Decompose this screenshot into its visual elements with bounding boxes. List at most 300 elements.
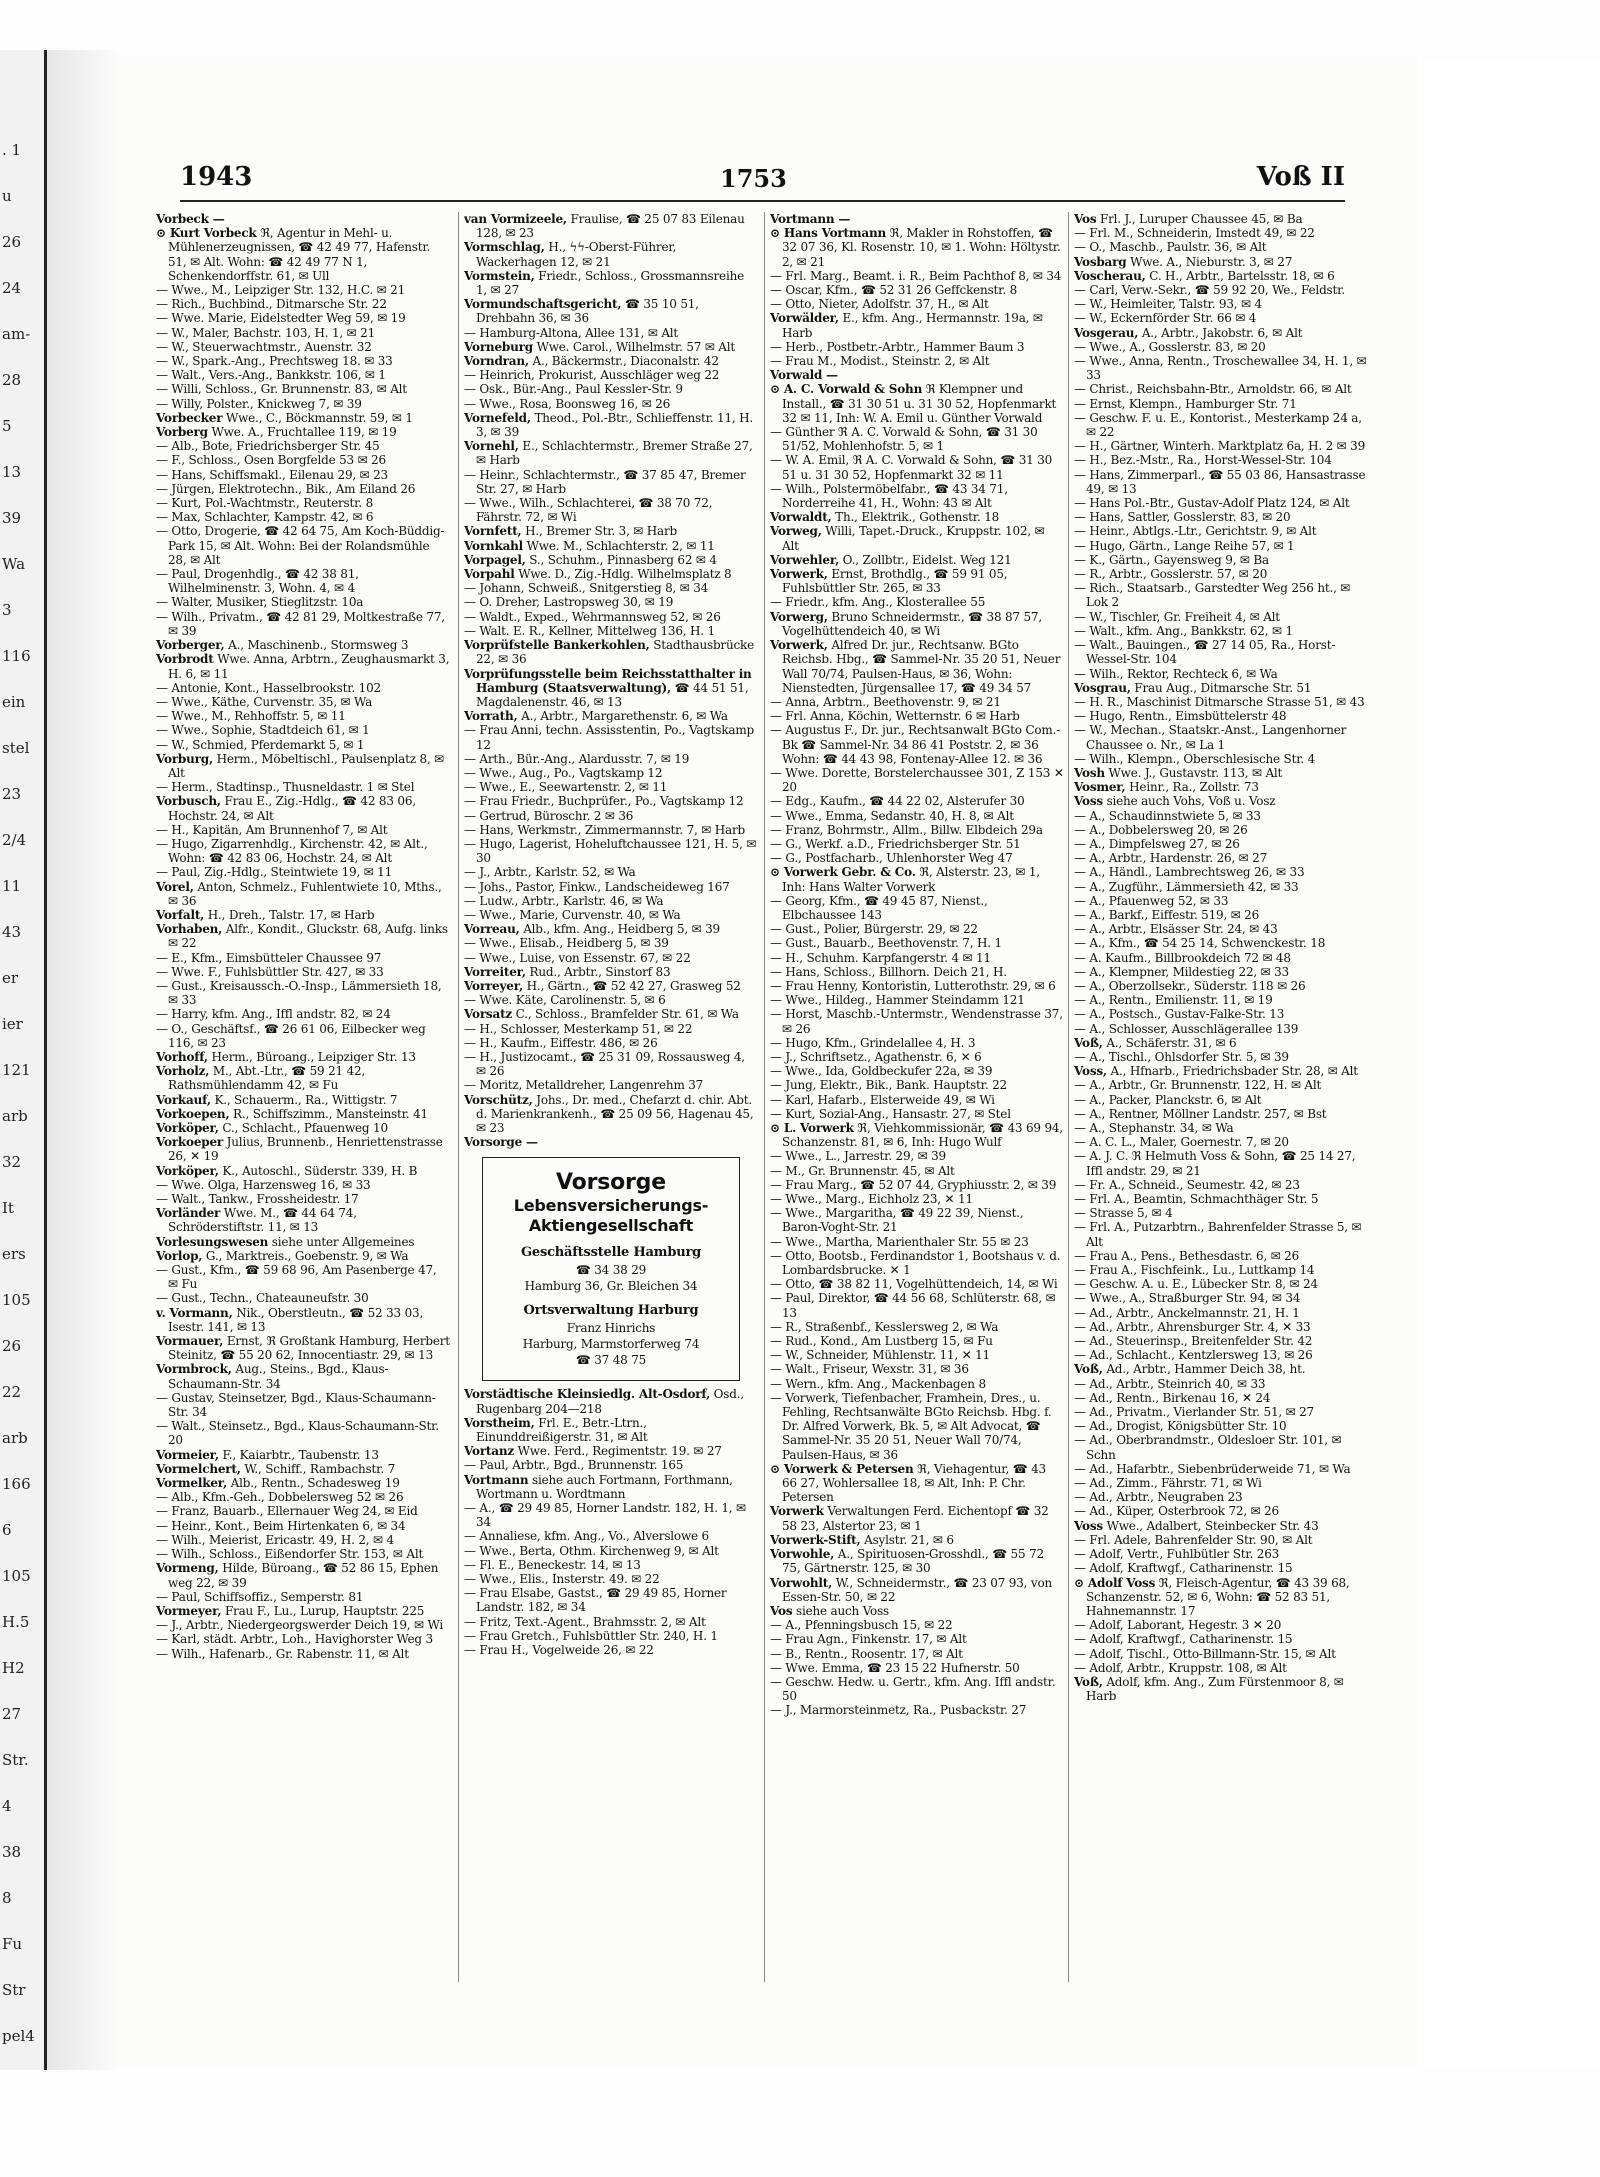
directory-entry [1074,1561,1368,1575]
entry-details: Th., Elektrik., Gothenstr. 18 [835,510,1000,525]
directory-entry [770,1504,1064,1532]
directory-entry [156,368,450,382]
entry-details: — W., Mechan., Staatskr.-Anst., Langenhorner Chaussee o. Nr., ✉ La 1 [1074,723,1347,752]
entry-details: Frau Aug., Ditmarsche Str. 51 [1134,680,1312,695]
entry-details: Wwe. Carol., Wilhelmstr. 57 ✉ Alt [536,339,736,354]
entry-name: Vorköper, [156,1121,219,1135]
entry-name: Vormauer, [156,1334,224,1349]
entry-details: — Hugo, Zigarrenhdlg., Kirchenstr. 42, ✉ Alt., Wohn: ☎ 42 83 06, Hochstr. 24, ✉ Alt [156,836,428,866]
previous-page-fragment: 8 [2,1889,12,1907]
entry-details: — Walt., kfm. Ang., Bankkstr. 62, ✉ 1 [1074,623,1293,638]
entry-name: Vormundschaftsgericht, [464,297,622,312]
entry-details: A., Spirituosen-Grosshdl., ☎ 55 72 75, Gärtnerstr. 125, ✉ 30 [782,1547,1044,1576]
directory-entry [464,581,758,595]
entry-details: — Rich., Buchbind., Ditmarsche Str. 22 [156,297,387,312]
entry-details: — Frau M., Modist., Steinstr. 2, ✉ Alt [770,354,990,369]
directory-entry [1074,1291,1368,1305]
entry-details: — Paul, Direktor, ☎ 44 56 68, Schlüterstr. 68, ✉ 13 [770,1291,1056,1320]
directory-entry [156,1590,450,1604]
entry-details: siehe auch Vohs, Voß u. Vosz [1106,794,1276,809]
entry-name: Vorholz, [156,1064,210,1079]
entry-details: Johs., Dr. med., Chefarzt d. chir. Abt. d. Marienkrankenh., ☎ 25 09 56, Hagenau 45, ✉ 23 [476,1092,754,1135]
entry-details: — Frau Anni, techn. Assisstentin, Po., Vagtskamp 12 [464,723,755,752]
entry-details: — Walt., Bauingen., ☎ 27 14 05, Ra., Horst-Wessel-Str. 104 [1074,638,1336,667]
directory-entry [1074,226,1368,240]
directory-entry [1074,468,1368,496]
directory-entry [1074,865,1368,879]
entry-details: — Carl, Verw.-Sekr., ☎ 59 92 20, We., Feldstr. [1074,283,1345,298]
entry-details: — Frl. M., Schneiderin, Imstedt 49, ✉ 22 [1074,226,1315,241]
entry-name: Voss, [1074,1064,1107,1079]
entry-name: Vornehl, [464,439,519,454]
directory-entry [1074,1320,1368,1334]
entry-details: — Hugo, Lagerist, Hoheluftchaussee 121, H. 5, ✉ 30 [464,836,757,866]
entry-name: Vorndran, [464,354,529,369]
directory-entry [1074,397,1368,411]
entry-details: — Wwe., Rosa, Boonsweg 16, ✉ 26 [464,396,671,411]
directory-entry [156,326,450,340]
page-header [180,160,1345,202]
directory-entry [770,1703,1064,1717]
entry-details: — A., Klempner, Mildestieg 22, ✉ 33 [1074,964,1289,979]
entry-details: — K., Gärtn., Gayensweg 9, ✉ Ba [1074,552,1269,567]
entry-details: Ad., Arbtr., Hammer Deich 38, ht. [1106,1362,1306,1377]
entry-details: Julius, Brunnenb., Henriettenstrasse 26, ✕ 19 [168,1135,443,1164]
directory-entry [1074,837,1368,851]
previous-page-fragment: H.5 [2,1613,30,1631]
directory-entry [770,1206,1064,1234]
entry-details: — A., Rentner, Möllner Landstr. 257, ✉ Bst [1074,1106,1327,1121]
page-year: 1943 [180,162,253,192]
entry-details: — Wwe., Ida, Goldbeckufer 22a, ✉ 39 [770,1064,993,1079]
directory-entry [464,468,758,496]
directory-entry [464,368,758,382]
directory-entry [770,1149,1064,1163]
previous-page-fragment: . 1 [2,141,22,159]
directory-entry [1074,1476,1368,1490]
entry-details: — Wern., kfm. Ang., Mackenbagen 8 [770,1376,986,1391]
directory-entry [770,1348,1064,1362]
ad-branch-phone: ☎ 37 48 75 [575,1353,647,1368]
directory-entry [156,482,450,496]
entry-details: — Wwe., A., Gosslerstr. 83, ✉ 20 [1074,339,1266,354]
entry-details: — Wilh., Hafenarb., Gr. Rabenstr. 11, ✉ Alt [156,1646,409,1661]
entry-details: — Wwe., Berta, Othm. Kirchenweg 9, ✉ Alt [464,1543,719,1558]
entry-details: — Hugo, Rentn., Eimsbüttelerstr 48 [1074,709,1287,724]
entry-details: — Adolf, Tischl., Otto-Billmann-Str. 15, ✉ Alt [1074,1646,1336,1661]
entry-details: — Rud., Kond., Am Lustberg 15, ✉ Fu [770,1334,993,1349]
entry-name: Vorwerk [770,1504,824,1519]
entry-name: Vorbeck — [156,212,225,226]
entry-details: — A. J. C. ℜ Helmuth Voss & Sohn, ☎ 25 14 27, Iffl andstr. 29, ✉ 21 [1074,1149,1356,1178]
entry-details: Frau F., Lu., Lurup, Hauptstr. 225 [224,1603,425,1618]
directory-entry [770,766,1064,794]
entry-details: Stadthausbrücke 22, ✉ 36 [476,638,754,667]
directory-entry [1074,212,1368,226]
previous-page-fragment: Str. [2,1751,29,1769]
entry-details: — H., Gärtner, Winterh. Marktplatz 6a, H. 2 ✉ 39 [1074,439,1366,454]
entry-details: A., Bäckermstr., Diaconalstr. 42 [532,354,719,369]
directory-entry [156,1362,450,1390]
entry-details: Friedr., Schloss., Grossmannsreihe 1, ✉ 27 [476,268,745,298]
entry-details: — Gust., Techn., Chateauneufstr. 30 [156,1291,369,1306]
directory-entry [770,311,1064,339]
entry-details: ℜ, Alsterstr. 23, ✉ 1, Inh: Hans Walter Vorwerk [782,865,1040,894]
directory-entry [156,695,450,709]
entry-name: v. Vormann, [156,1305,233,1320]
entry-details: — Wilh., Rektor, Rechteck 6, ✉ Wa [1074,666,1278,681]
directory-entry [770,1604,1064,1618]
directory-entry [464,1036,758,1050]
directory-entry [156,439,450,453]
directory-entry [770,354,1064,368]
entry-details: Adolf, kfm. Ang., Zum Fürstenmoor 8, ✉ Harb [1086,1674,1344,1704]
entry-name: Vorkoepen, [156,1106,230,1121]
directory-entry [156,1235,450,1249]
entry-name: Vos [770,1603,793,1618]
entry-details: — J., Arbtr., Karlstr. 52, ✉ Wa [464,865,636,880]
page-margin-right [1418,58,1600,2068]
directory-entry [770,610,1064,638]
entry-name: Vorsorge — [464,1135,538,1150]
directory-entry [464,411,758,439]
entry-details: — W., Heimleiter, Talstr. 93, ✉ 4 [1074,297,1262,312]
directory-entry [464,667,758,710]
entry-details: — H., Kaufm., Eiffestr. 486, ✉ 26 [464,1035,658,1050]
entry-details: — A. Kaufm., Billbrookdeich 72 ✉ 48 [1074,950,1291,965]
directory-entry [1074,809,1368,823]
entry-name: Vos [1074,212,1097,226]
directory-entry [464,951,758,965]
entry-details: Alfred Dr. jur., Rechtsanw. BGto Reichsb. Hbg., ☎ Sammel-Nr. 35 20 51, Neuer Wall 70/74, Paulsen-Haus, ✉ 36, Wohn: Nienstedten, Jürgensallee 17, ☎ 49 34 57 [782,638,1061,695]
entry-details: — Willy, Polster., Knickweg 7, ✉ 39 [156,396,362,411]
entry-details: — Heinr., Kont., Beim Hirtenkaten 6, ✉ 34 [156,1518,406,1533]
entry-details: H., Dreh., Talstr. 17, ✉ Harb [207,907,375,922]
entry-details: — O., Maschb., Paulstr. 36, ✉ Alt [1074,240,1267,255]
entry-details: — Hugo, Kfm., Grindelallee 4, H. 3 [770,1035,976,1050]
directory-entry [464,1050,758,1078]
entry-name: Vosgrau, [1074,680,1131,695]
directory-entry [464,823,758,837]
entry-details: — A., Schlosser, Ausschlägerallee 139 [1074,1021,1299,1036]
directory-entry [770,1078,1064,1092]
entry-name: Vorlesungswesen [156,1234,269,1249]
entry-details: — Hans, Zimmerparl., ☎ 55 03 86, Hansastrasse 49, ✉ 13 [1074,467,1366,496]
entry-details: E., kfm. Ang., Hermannstr. 19a, ✉ Harb [782,311,1043,340]
entry-details: — Gust., Kreisaussch.-O.-Insp., Lämmersieth 18, ✉ 33 [156,978,442,1008]
entry-details: Wwe., C., Böckmannstr. 59, ✉ 1 [225,410,413,425]
directory-entry [464,638,758,666]
directory-entry [156,1604,450,1618]
entry-name: Voss [1074,1518,1103,1533]
directory-entry [156,1504,450,1518]
directory-entry [464,894,758,908]
entry-details: — Alb., Kfm.-Geh., Dobbelersweg 52 ✉ 26 [156,1490,404,1505]
entry-name: Vormschlag, [464,240,545,255]
entry-details: — Wwe., Martha, Marienthaler Str. 55 ✉ 23 [770,1234,1029,1249]
entry-name: Vorköper, [156,1163,219,1178]
directory-entry [1074,667,1368,681]
directory-entry [156,1533,450,1547]
directory-entry [770,226,1064,269]
entry-details: — Heinrich, Prokurist, Ausschläger weg 22 [464,368,720,383]
entry-details: — Walt., Tankw., Frossheidestr. 17 [156,1192,359,1207]
entry-details: ℜ, Fleisch-Agentur, ☎ 43 39 68, Schanzenstr. 52, ✉ 6, Wohn: ☎ 52 83 51, Hahnemannstr. 17 [1086,1575,1350,1618]
directory-entry [770,1007,1064,1035]
directory-entry [464,539,758,553]
directory-entry [464,723,758,751]
entry-name: Vortanz [464,1444,514,1459]
entry-name: Vorpagel, [464,552,526,567]
entry-details: — Frl. A., Beamtin, Schmachthäger Str. 5 [1074,1192,1319,1207]
entry-name: Vosbarg [1074,254,1127,269]
directory-entry [770,1050,1064,1064]
vorsorge-advertisement [482,1157,740,1381]
previous-page-fragment: 38 [2,1843,22,1861]
previous-page-fragment: 13 [2,463,22,481]
directory-entry [464,865,758,879]
directory-entry [464,709,758,723]
entry-details: — Adolf, Vertr., Fuhlbütler Str. 263 [1074,1547,1280,1562]
directory-entry [1074,1263,1368,1277]
entry-details: Wwe. M., ☎ 44 64 74, Schröderstiftstr. 11, ✉ 13 [168,1206,357,1235]
previous-page-fragment: 26 [2,1337,22,1355]
entry-details: — Wwe., Käthe, Curvenstr. 35, ✉ Wa [156,694,373,709]
directory-entry [1074,269,1368,283]
entry-details: ℜ, Agentur in Mehl- u. Mühlenerzeugnissen, ☎ 42 49 77, Hafenstr. 51, ✉ Alt. Wohn: ☎ 42 49 77 N 1, Schenkendorffstr. 61, ✉ Ull [168,226,431,283]
previous-page-fragment: 105 [2,1291,31,1309]
entry-details: — Wwe., M., Leipziger Str. 132, H.C. ✉ 21 [156,283,406,298]
directory-entry [464,809,758,823]
entry-details: Wwe. M., Schlachterstr. 2, ✉ 11 [526,538,715,553]
directory-entry [156,1164,450,1178]
entry-name: Vormeyer, [156,1603,222,1618]
directory-entry [156,1476,450,1490]
directory-entry [156,794,450,822]
entry-details: — Ad., Steuerinsp., Breitenfelder Str. 42 [1074,1334,1313,1349]
entry-details: — H., Bez.-Mstr., Ra., Horst-Wessel-Str. 104 [1074,453,1332,468]
entry-details: — Geschw. A. u. E., Lübecker Str. 8, ✉ 24 [1074,1277,1318,1292]
directory-entry [156,1448,450,1462]
directory-entry [770,297,1064,311]
entry-details: — Wwe., Elis., Insterstr. 49. ✉ 22 [464,1572,660,1587]
directory-entry [770,695,1064,709]
directory-entry [770,1675,1064,1703]
entry-details: — Gustav, Steinsetzer, Bgd., Klaus-Schaumann-Str. 34 [156,1390,436,1420]
directory-entry [770,1064,1064,1078]
directory-entry [1074,453,1368,467]
entry-details: — A., Dimpfelsweg 27, ✉ 26 [1074,836,1240,851]
entry-details: C., Schloss., Bramfelder Str. 61, ✉ Wa [515,1007,739,1022]
directory-entry [156,468,450,482]
directory-entry [1074,823,1368,837]
directory-entry [770,794,1064,808]
directory-entry [156,638,450,652]
entry-details: — Frl. Adele, Bahrenfelder Str. 90, ✉ Alt [1074,1532,1313,1547]
directory-entry [156,1121,450,1135]
entry-name: Vormeng, [156,1561,219,1576]
directory-entry [770,1178,1064,1192]
entry-name: Vorländer [156,1206,221,1221]
entry-details: — Adolf, Arbtr., Kruppstr. 108, ✉ Alt [1074,1660,1287,1675]
entry-details: E., Schlachtermstr., Bremer Straße 27, ✉ Harb [476,439,753,468]
directory-entry [464,1387,758,1415]
entry-details: — H., Kapitän, Am Brunnenhof 7, ✉ Alt [156,822,388,837]
entry-details: — A., Händl., Lambrechtsweg 26, ✉ 33 [1074,865,1305,880]
directory-entry [156,1291,450,1305]
entry-name: Vorprüfstelle Bankerkohlen, [464,638,650,653]
entry-details: ℜ Klempner und Install., ☎ 31 30 51 u. 31 30 52, Hopfenmarkt 32 ✉ 11, Inh: W. A. Emil u. Günther Vorwald [782,382,1057,425]
directory-entry [156,397,450,411]
entry-details: Alb., kfm. Ang., Heidberg 5, ✉ 39 [523,922,720,937]
entry-name: ⊙ Hans Vortmann [770,226,887,241]
entry-details: — Hans Pol.-Btr., Gustav-Adolf Platz 124, ✉ Alt [1074,496,1350,511]
directory-entry [156,524,450,567]
entry-details: Hilde, Büroang., ☎ 52 86 15, Ephen weg 22, ✉ 39 [168,1561,439,1590]
directory-entry [156,453,450,467]
previous-page-fragment: 5 [2,417,12,435]
entry-details: — Wwe., Margaritha, ☎ 49 22 39, Nienst., Baron-Voght-Str. 21 [770,1206,1024,1235]
previous-page-fragment: Wa [2,555,26,573]
directory-entry [464,1135,758,1149]
column-divider [1068,212,1069,1982]
directory-entry [770,1576,1064,1604]
directory-entry [770,340,1064,354]
entry-details: — Johs., Pastor, Finkw., Landscheideweg 167 [464,879,730,894]
directory-entry [770,1547,1064,1575]
previous-page-fragment: 39 [2,509,22,527]
entry-details: ℜ, Viehkommissionär, ☎ 43 69 94, Schanzenstr. 81, ✉ 6, Inh: Hugo Wulf [782,1121,1063,1150]
directory-entry [770,510,1064,524]
directory-entry [1074,880,1368,894]
directory-entry [1074,681,1368,695]
directory-entry [1074,766,1368,780]
directory-entry [770,1291,1064,1319]
entry-details: — W., Spark.-Ang., Prechtsweg 18. ✉ 33 [156,354,393,369]
directory-entry [770,1036,1064,1050]
directory-entry [770,809,1064,823]
entry-name: Vorwehler, [770,552,840,567]
entry-details: — Kurt, Sozial-Ang., Hansastr. 27, ✉ Stel [770,1106,1011,1121]
entry-details: — Wwe., Hildeg., Hammer Steindamm 121 [770,993,1025,1008]
entry-details: Theod., Pol.-Btr., Schlieffenstr. 11, H. 3, ✉ 39 [476,410,754,440]
directory-entry [1074,908,1368,922]
entry-details: Wwe. Anna, Arbtrn., Zeughausmarkt 3, H. 6, ✉ 11 [168,652,450,681]
entry-details: — Günther ℜ A. C. Vorwald & Sohn, ☎ 31 30 51/52, Mohlenhofstr. 5, ✉ 1 [770,425,1038,454]
entry-name: Vorreau, [464,922,520,937]
directory-entry [156,340,450,354]
directory-entry [770,894,1064,922]
directory-entry [1074,1632,1368,1646]
directory-entry [156,311,450,325]
entry-details: Wwe. A., Nieburstr. 3, ✉ 27 [1130,254,1293,269]
entry-details: — Paul, Drogenhdlg., ☎ 42 38 81, Wilhelminenstr. 3, Wohn. 4, ✉ 4 [156,567,359,596]
directory-entry [156,1107,450,1121]
column-2 [464,212,758,1982]
directory-entry [464,326,758,340]
directory-entry [770,922,1064,936]
directory-entry [156,1007,450,1021]
entry-name: Vormeier, [156,1447,219,1462]
directory-entry [156,567,450,595]
entry-details: — Max, Schlachter, Kampstr. 42, ✉ 6 [156,510,374,525]
entry-name: ⊙ Adolf Voss [1074,1575,1156,1590]
entry-name: Vorfalt, [156,907,205,922]
previous-page-edge [0,50,47,2070]
directory-entry [1074,1249,1368,1263]
entry-details: — Kurt, Pol.-Wachtmstr., Reuterstr. 8 [156,496,374,511]
directory-entry [1074,240,1368,254]
entry-details: — Paul, Schiffsoffiz., Semperstr. 81 [156,1589,364,1604]
directory-entry [156,1419,450,1447]
directory-entry [464,439,758,467]
entry-details: — Moritz, Metalldreher, Langenrehm 37 [464,1078,704,1093]
directory-entry [770,1249,1064,1277]
previous-page-fragment: 43 [2,923,22,941]
entry-name: Vormbrock, [156,1362,232,1377]
previous-page-fragment: 22 [2,1383,22,1401]
entry-name: Vorstheim, [464,1415,535,1430]
entry-details: Rud., Arbtr., Sinstorf 83 [529,964,671,979]
entry-details: Frl. E., Betr.-Ltrn., Einunddreißigerstr. 31, ✉ Alt [476,1415,648,1445]
directory-entry [1074,524,1368,538]
entry-details: — J., Arbtr., Niedergeorgswerder Deich 19, ✉ Wi [156,1618,444,1633]
directory-entry [770,1320,1064,1334]
entry-details: Wwe. Ferd., Regimentstr. 19. ✉ 27 [517,1444,722,1459]
entry-details: — Gust., Bauarb., Beethovenstr. 7, H. 1 [770,936,1002,951]
entry-details: — Walt., Vers.-Ang., Bankkstr. 106, ✉ 1 [156,368,386,383]
entry-details: Wwe., Adalbert, Steinbecker Str. 43 [1106,1518,1319,1533]
entry-name: Vorkauf, [156,1092,211,1107]
entry-details: — Ad., Küper, Osterbrook 72, ✉ 26 [1074,1504,1279,1519]
directory-entry [770,1192,1064,1206]
entry-details: — Franz, Bohrmstr., Allm., Billw. Elbdeich 29a [770,822,1043,837]
entry-name: Vorstädtische Kleinsiedlg. Alt-Osdorf, [464,1387,711,1402]
directory-entry [1074,1490,1368,1504]
entry-details: — Frau Marg., ☎ 52 07 44, Gryphiusstr. 2, ✉ 39 [770,1177,1057,1192]
entry-details: — Walter, Musiker, Stieglitzstr. 10a [156,595,364,610]
entry-details: W., Schneidermstr., ☎ 23 07 93, von Essen-Str. 50, ✉ 22 [782,1575,1053,1604]
entry-details: C., Schlacht., Pfauenweg 10 [222,1121,388,1135]
directory-entry [156,880,450,908]
previous-page-fragment: Str [2,1981,26,1999]
entry-details: Asylstr. 21, ✉ 6 [864,1532,954,1547]
directory-entry [770,1647,1064,1661]
entry-name: Vorweg, [770,524,822,539]
directory-entry [770,1533,1064,1547]
directory-entry [156,1135,450,1163]
entry-details: — W., Schneider, Mühlenstr. 11, ✕ 11 [770,1348,990,1363]
entry-details: — Gertrud, Büroschr. 2 ✉ 36 [464,808,634,823]
entry-name: ⊙ Vorwerk Gebr. & Co. [770,865,916,880]
directory-entry [156,1093,450,1107]
entry-details: — Horst, Maschb.-Untermstr., Wendenstrasse 37, ✉ 26 [770,1007,1063,1036]
directory-entry [156,709,450,723]
entry-details: — H., Schlosser, Mesterkamp 51, ✉ 22 [464,1021,693,1036]
entry-details: Frau E., Zig.-Hdlg., ☎ 42 83 06, Hochstr. 24, ✉ Alt [168,794,416,823]
directory-entry [1074,1533,1368,1547]
directory-entry [770,1164,1064,1178]
entry-details: — Wwe., Marie, Curvenstr. 40, ✉ Wa [464,907,681,922]
previous-page-fragment: er [2,969,19,987]
directory-entry [464,766,758,780]
entry-details: — Frau A., Pens., Bethesdastr. 6, ✉ 26 [1074,1248,1300,1263]
entry-details: — Otto, Drogerie, ☎ 42 64 75, Am Koch-Büddig-Park 15, ✉ Alt. Wohn: Bei der Rolandsmühle 28, ✉ Alt [156,524,445,567]
entry-name: Vornkahl [464,538,524,553]
entry-details: — A., Tischl., Ohlsdorfer Str. 5, ✉ 39 [1074,1049,1289,1064]
entry-details: Aug., Steins., Bgd., Klaus-Schaumann-Str. 34 [168,1362,389,1391]
previous-page-fragment: Fu [2,1935,23,1953]
